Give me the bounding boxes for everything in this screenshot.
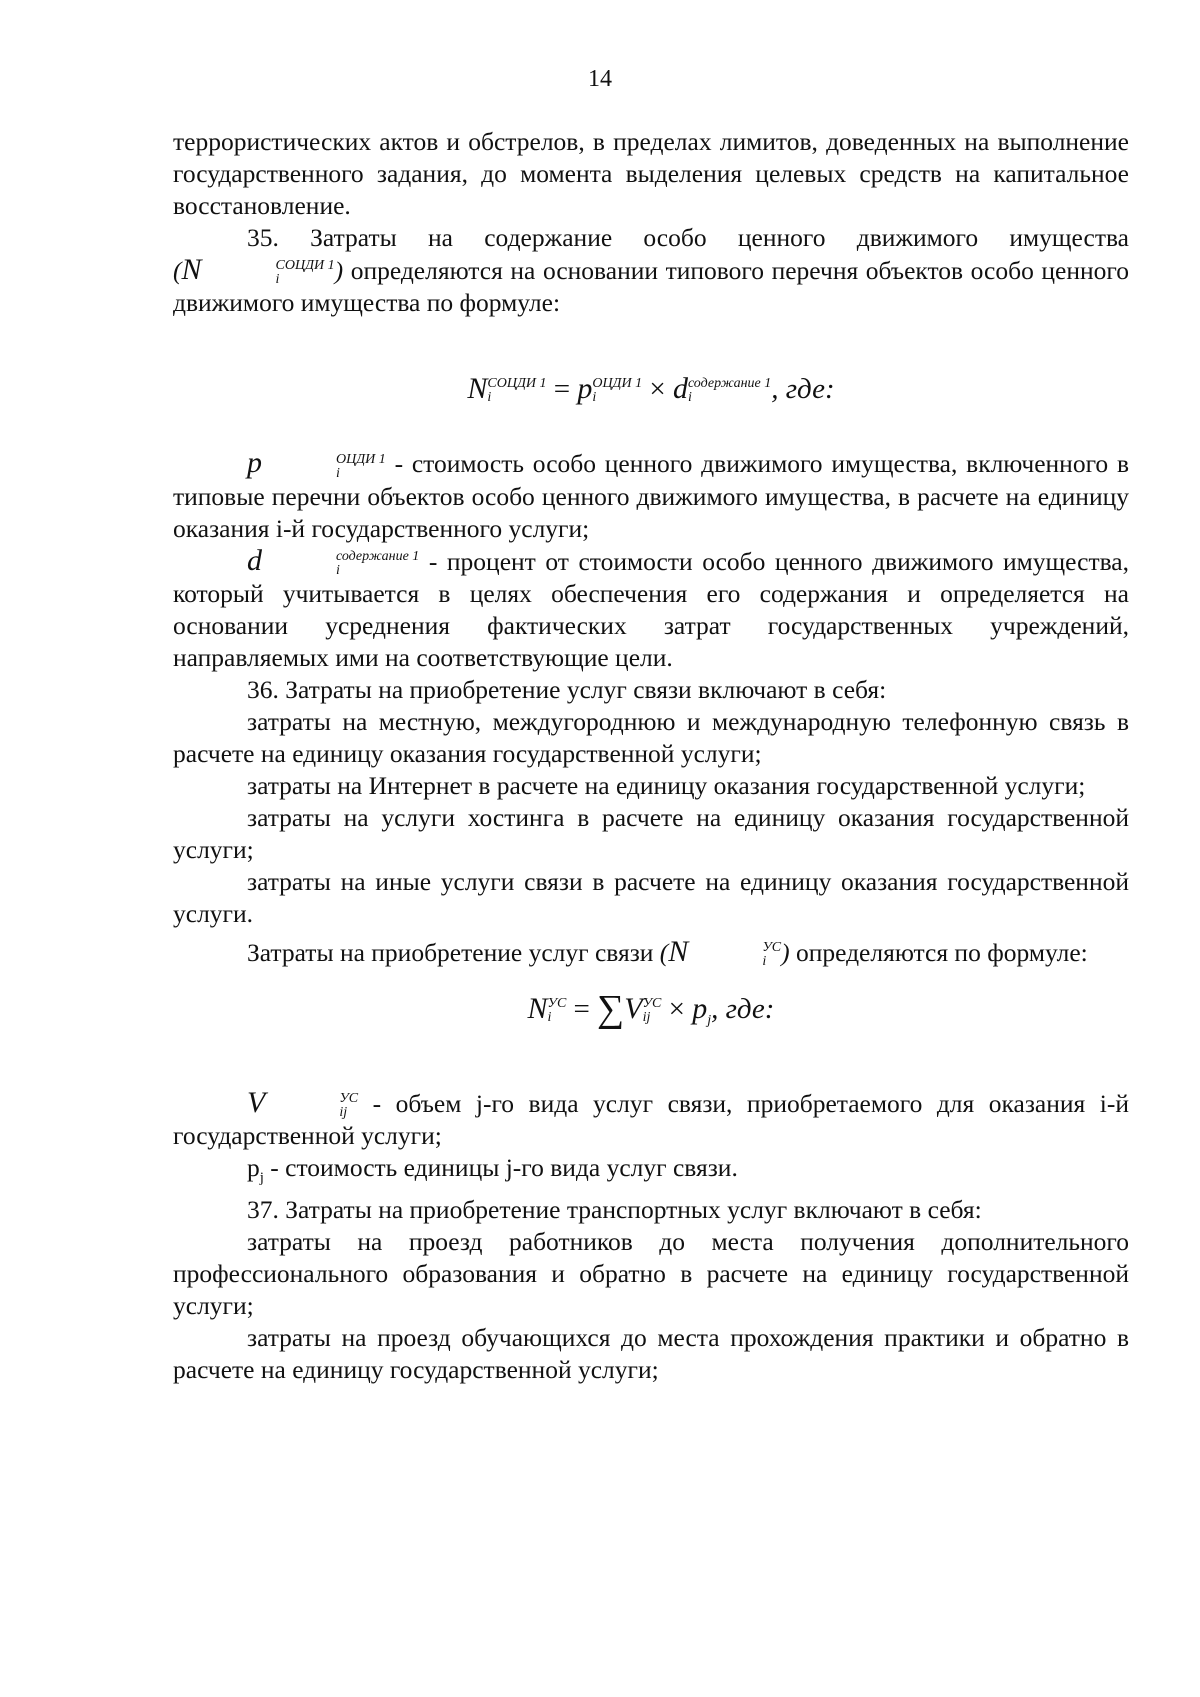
definition-p-ocdi: p ОЦДИ 1 i - стоимость особо ценного движимого имущества, включенного в типовые перечни объектов особо ценного движимого имущества, в расчете на единицу оказания i-й государственного услуги;	[173, 446, 1129, 543]
definition-d-soderzhanie: d содержание 1 i - процент от стоимости особо ценного движимого имущества, который учитывается в целях обеспечения его содержания и определяется на основании усреднения фактических затрат государственных учреждений, направляемых ими на соответствующие цели.	[173, 543, 1129, 672]
definition-pj: $p_j$ - стоимость единицы j-го вида услуг связи.	[247, 1153, 738, 1187]
page-number: 14	[588, 66, 612, 92]
paragraph-35	[173, 222, 1129, 319]
paragraph-continuation: террористических актов и обстрелов, в пределах лимитов, доведенных на выполнение государственного задания, до момента выделения целевых средств на капитальное восстановление.	[173, 127, 1129, 220]
paragraph-36-item-4: затраты на иные услуги связи в расчете на единицу оказания государственной услуги.	[173, 866, 1129, 928]
document-body	[173, 126, 1129, 1386]
inline-symbol-n-socdi: (N СОЦДИ 1 i )	[173, 253, 344, 288]
paragraph-35-lead: 35. Затраты на содержание особо ценного движимого имущества	[247, 223, 1129, 252]
paragraph-35-tail: определяются на основании типового перечня объектов особо ценного движимого имущества по формуле:	[173, 256, 1129, 318]
symbol-d-soderzhanie: d содержание 1 i	[247, 543, 420, 578]
paragraph-36-formula-intro: Затраты на приобретение услуг связи (N УС i ) определяются по формуле:	[247, 934, 1088, 969]
formula-us: N УС i = ∑V УС ij × $p_j$, где:	[527, 987, 775, 1030]
definition-v-us: V УС ij - объем j-го вида услуг связи, приобретаемого для оказания i-й государственной услуги;	[173, 1085, 1130, 1151]
paragraph-36-item-2: затраты на Интернет в расчете на единицу оказания государственной услуги;	[247, 770, 1086, 800]
symbol-v-us: V УС ij	[247, 1085, 359, 1121]
paragraph-36-item-3: затраты на услуги хостинга в расчете на единицу оказания государственной услуги;	[173, 802, 1129, 864]
paragraph-36-item-1: затраты на местную, междугороднюю и международную телефонную связь в расчете на единицу оказания государственной услуги;	[173, 706, 1129, 768]
symbol-p-ocdi: p ОЦДИ 1 i	[247, 446, 386, 481]
paragraph-36: 36. Затраты на приобретение услуг связи включают в себя:	[247, 674, 887, 704]
paragraph-37-item-2: затраты на проезд обучающихся до места прохождения практики и обратно в расчете на единицу государственной услуги;	[173, 1323, 1129, 1385]
paragraph-37: 37. Затраты на приобретение транспортных услуг включают в себя:	[247, 1195, 982, 1225]
paragraph-37-item-1: затраты на проезд работников до места получения дополнительного профессионального образования и обратно в расчете на единицу государственной услуги;	[173, 1227, 1129, 1321]
inline-symbol-n-us: (N УС i )	[659, 934, 790, 969]
formula-socdi: N СОЦДИ 1 i = p ОЦДИ 1 i × d содержание 1 i , где:	[467, 372, 835, 406]
